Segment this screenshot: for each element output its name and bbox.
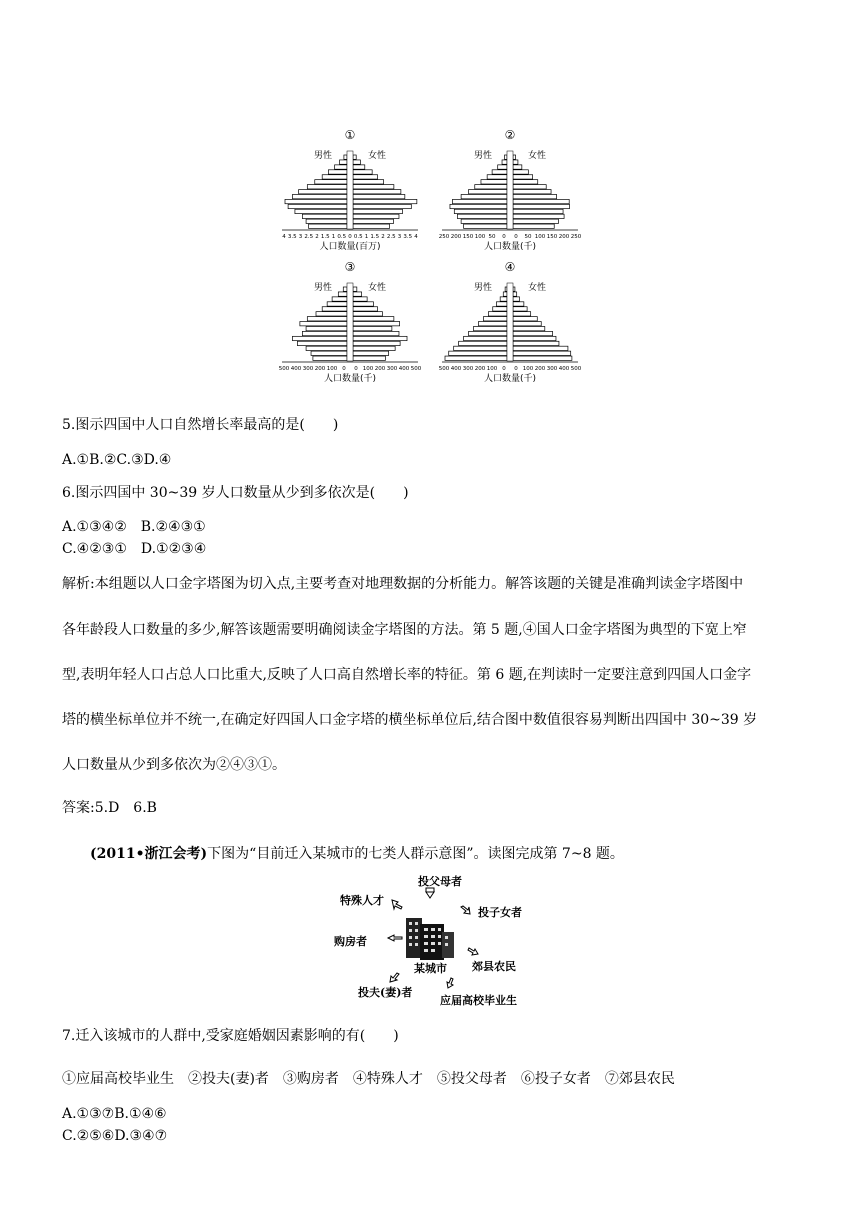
axis-label: 人口数量(百万)	[319, 242, 381, 252]
male-bar	[344, 155, 347, 159]
male-bar	[306, 219, 347, 223]
male-bar	[307, 185, 347, 189]
label-spouse: 投夫(妻)者	[358, 986, 413, 999]
label-graduates: 应届高校毕业生	[440, 994, 517, 1007]
tick-label: 1	[331, 234, 336, 240]
tick-label: 0.5	[353, 234, 363, 240]
male-bar	[464, 336, 507, 340]
age-column	[507, 283, 513, 361]
analysis-line-2: 各年龄段人口数量的多少,解答该题需要明确阅读金字塔图的方法。第 5 题,④国人口金字塔图为典型的下宽上窄	[62, 622, 747, 638]
q5-stem: 5.图示四国中人口自然增长率最高的是( )	[62, 417, 339, 433]
male-bar	[505, 287, 507, 291]
tick-label: 250	[570, 234, 582, 240]
tick-label: 200	[374, 366, 386, 372]
male-bar	[306, 346, 347, 350]
pyramid-3	[279, 260, 422, 384]
female-bar	[513, 341, 559, 345]
female-bar	[513, 326, 545, 330]
female-label: 女性	[528, 151, 547, 161]
tick-label: 0.5	[337, 234, 347, 240]
label-talent: 特殊人才	[340, 894, 384, 907]
female-bar	[353, 307, 378, 311]
axis-label: 人口数量(千)	[323, 374, 377, 384]
tick-label: 500	[570, 366, 582, 372]
female-bar	[353, 287, 357, 291]
male-bar	[493, 307, 507, 311]
male-bar	[302, 214, 347, 218]
male-bar	[299, 190, 347, 194]
female-bar	[353, 155, 356, 159]
q6-stem: 6.图示四国中 30~39 岁人口数量从少到多依次是( )	[62, 485, 409, 501]
female-bar	[353, 351, 389, 355]
male-bar	[313, 356, 347, 360]
tick-label: 100	[486, 366, 498, 372]
female-bar	[513, 209, 563, 213]
male-bar	[445, 356, 507, 360]
pyramids-svg	[280, 125, 580, 385]
q7-stem: 7.迁入该城市的人群中,受家庭婚姻因素影响的有( )	[62, 1028, 399, 1044]
male-bar	[315, 180, 347, 184]
female-bar	[513, 351, 571, 355]
male-bar	[488, 312, 507, 316]
female-label: 女性	[368, 151, 387, 161]
female-bar	[353, 214, 399, 218]
female-bar	[353, 204, 411, 208]
tick-label: 50	[488, 234, 496, 240]
tick-label: 400	[290, 366, 302, 372]
male-bar	[492, 170, 507, 174]
male-bar	[454, 209, 507, 213]
female-bar	[353, 346, 395, 350]
city-migration-diagram	[330, 872, 530, 1012]
male-label: 男性	[473, 151, 492, 161]
label-home-buyer: 购房者	[334, 935, 367, 948]
male-bar	[449, 351, 507, 355]
female-label: 女性	[528, 283, 547, 293]
male-bar	[306, 326, 347, 330]
tick-label: 1.5	[320, 234, 330, 240]
female-bar	[353, 356, 385, 360]
male-bar	[322, 175, 347, 179]
tick-label: 200	[474, 366, 486, 372]
male-bar	[459, 341, 507, 345]
female-bar	[513, 322, 541, 326]
male-bar	[309, 224, 347, 228]
tick-label: 250	[438, 234, 450, 240]
label-farmers: 郊县农民	[472, 960, 516, 973]
tick-label: 2.5	[304, 234, 314, 240]
q5-options: A.①B.②C.③D.④	[62, 452, 172, 468]
female-bar	[353, 297, 367, 301]
female-bar	[513, 317, 537, 321]
female-bar	[513, 297, 519, 301]
male-bar	[292, 336, 347, 340]
female-bar	[513, 214, 564, 218]
population-pyramid-figure	[280, 125, 580, 385]
female-bar	[513, 180, 538, 184]
male-bar	[464, 224, 507, 228]
pyramid-number: ④	[504, 260, 516, 274]
answer-line: 答案:5.D 6.B	[62, 800, 157, 816]
male-bar	[338, 292, 347, 296]
female-bar	[513, 185, 546, 189]
intro-text: 下图为“目前迁入某城市的七类人群示意图”。读图完成第 7~8 题。	[207, 846, 624, 862]
pyramid-2	[439, 128, 582, 252]
male-bar	[487, 175, 507, 179]
pyramid-4	[439, 260, 582, 384]
label-city: 某城市	[414, 962, 447, 975]
female-bar	[353, 219, 394, 223]
female-label: 女性	[368, 283, 387, 293]
tick-label: 3	[298, 234, 303, 240]
tick-label: 400	[450, 366, 462, 372]
male-bar	[307, 317, 347, 321]
q7-options-line2: C.②⑤⑥D.③④⑦	[62, 1128, 168, 1144]
male-bar	[461, 219, 507, 223]
male-bar	[297, 341, 347, 345]
female-bar	[353, 336, 407, 340]
tick-label: 400	[558, 366, 570, 372]
tick-label: 100	[326, 366, 338, 372]
female-bar	[513, 194, 557, 198]
male-bar	[450, 204, 507, 208]
female-bar	[513, 307, 527, 311]
tick-label: 100	[362, 366, 374, 372]
tick-label: 2.5	[386, 234, 396, 240]
tick-label: 150	[546, 234, 558, 240]
male-bar	[502, 160, 507, 164]
tick-label: 0	[514, 366, 518, 372]
female-bar	[353, 194, 405, 198]
female-bar	[353, 224, 390, 228]
tick-label: 3.5	[403, 234, 413, 240]
pyramid-number: ③	[344, 260, 356, 274]
tick-label: 300	[302, 366, 314, 372]
male-bar	[500, 297, 507, 301]
male-label: 男性	[313, 151, 332, 161]
female-bar	[513, 287, 515, 291]
male-bar	[292, 194, 347, 198]
arrow-icon	[392, 900, 402, 909]
arrow-icon	[426, 888, 434, 898]
male-bar	[461, 194, 507, 198]
female-bar	[513, 190, 551, 194]
age-column	[347, 283, 353, 361]
tick-label: 100	[522, 366, 534, 372]
female-bar	[513, 165, 522, 169]
arrow-icon	[447, 978, 453, 988]
analysis-line-5: 人口数量从少到多依次为②④③①。	[62, 757, 286, 773]
tick-label: 0	[354, 366, 358, 372]
female-bar	[353, 180, 384, 184]
pyramid-1	[282, 128, 418, 252]
female-bar	[513, 331, 553, 335]
male-bar	[302, 331, 347, 335]
male-bar	[285, 199, 347, 203]
female-bar	[513, 224, 554, 228]
male-bar	[475, 185, 507, 189]
tick-label: 500	[410, 366, 422, 372]
tick-label: 1	[364, 234, 369, 240]
tick-label: 50	[524, 234, 532, 240]
male-bar	[474, 326, 507, 330]
pyramid-number: ②	[504, 128, 516, 142]
arrow-icon	[468, 948, 478, 955]
female-bar	[353, 170, 372, 174]
male-bar	[483, 317, 507, 321]
male-bar	[332, 297, 347, 301]
label-parents: 投父母者	[418, 875, 462, 888]
male-bar	[311, 351, 347, 355]
male-bar	[343, 287, 347, 291]
male-bar	[316, 312, 347, 316]
tick-label: 500	[278, 366, 290, 372]
male-bar	[327, 302, 347, 306]
female-bar	[513, 155, 516, 159]
tick-label: 200	[558, 234, 570, 240]
female-bar	[513, 336, 556, 340]
female-bar	[513, 302, 524, 306]
arrow-icon	[388, 935, 402, 941]
female-bar	[513, 204, 569, 208]
female-bar	[513, 160, 518, 164]
axis-label: 人口数量(千)	[483, 374, 537, 384]
tick-label: 0	[502, 366, 506, 372]
tick-label: 0	[342, 366, 346, 372]
male-bar	[496, 302, 507, 306]
tick-label: 300	[386, 366, 398, 372]
q7-options-line1: A.①③⑦B.①④⑥	[62, 1106, 167, 1122]
tick-label: 300	[546, 366, 558, 372]
tick-label: 0	[348, 234, 352, 240]
female-bar	[513, 312, 531, 316]
female-bar	[353, 341, 400, 345]
male-label: 男性	[313, 283, 332, 293]
male-bar	[328, 170, 347, 174]
city-building-icon	[406, 918, 454, 960]
male-label: 男性	[473, 283, 492, 293]
q6-options-line2: C.④②③① D.①②③④	[62, 541, 207, 557]
axis-label: 人口数量(千)	[483, 242, 537, 252]
tick-label: 1.5	[370, 234, 380, 240]
tick-label: 150	[462, 234, 474, 240]
female-bar	[353, 160, 360, 164]
tick-label: 200	[450, 234, 462, 240]
female-bar	[353, 199, 417, 203]
female-bar	[353, 209, 402, 213]
female-bar	[513, 219, 558, 223]
analysis-line-3: 型,表明年轻人口占总人口比重大,反映了人口高自然增长率的特征。第 6 题,在判读时一定要注意到四国人口金字	[62, 667, 752, 683]
tick-label: 400	[398, 366, 410, 372]
tick-label: 0	[502, 234, 506, 240]
female-bar	[353, 185, 394, 189]
male-bar	[469, 331, 507, 335]
intro-line	[90, 845, 624, 863]
age-column	[507, 151, 513, 229]
female-bar	[353, 165, 365, 169]
female-bar	[353, 302, 373, 306]
male-bar	[503, 292, 507, 296]
male-bar	[498, 165, 507, 169]
male-bar	[322, 307, 347, 311]
tick-label: 4	[414, 234, 418, 240]
label-children: 投子女者	[478, 906, 522, 919]
male-bar	[300, 322, 347, 326]
arrow-icon	[390, 973, 399, 982]
female-bar	[513, 175, 533, 179]
male-bar	[288, 204, 347, 208]
tick-label: 3	[397, 234, 402, 240]
male-bar	[505, 155, 507, 159]
male-bar	[335, 165, 347, 169]
tick-label: 0	[514, 234, 518, 240]
male-bar	[340, 160, 347, 164]
female-bar	[513, 170, 528, 174]
tick-label: 2	[315, 234, 319, 240]
tick-label: 200	[534, 366, 546, 372]
tick-label: 500	[438, 366, 450, 372]
female-bar	[513, 346, 568, 350]
tick-label: 100	[534, 234, 546, 240]
pyramid-number: ①	[344, 128, 356, 142]
female-bar	[513, 292, 517, 296]
female-bar	[513, 356, 572, 360]
male-bar	[478, 322, 507, 326]
male-bar	[295, 209, 347, 213]
analysis-line-1: 解析:本组题以人口金字塔图为切入点,主要考查对地理数据的分析能力。解答该题的关键是准确判读金字塔图中	[62, 576, 744, 592]
male-bar	[469, 190, 507, 194]
age-column	[347, 151, 353, 229]
intro-source: (2011•浙江会考)	[90, 846, 208, 862]
arrow-icon	[461, 906, 470, 914]
female-bar	[353, 326, 392, 330]
female-bar	[513, 199, 569, 203]
analysis-line-4: 塔的横坐标单位并不统一,在确定好四国人口金字塔的横坐标单位后,结合图中数值很容易判断出四国中 30~39 岁	[62, 712, 758, 728]
tick-label: 2	[381, 234, 385, 240]
female-bar	[353, 190, 401, 194]
male-bar	[452, 199, 507, 203]
female-bar	[353, 292, 362, 296]
tick-label: 100	[474, 234, 486, 240]
male-bar	[457, 214, 507, 218]
female-bar	[353, 312, 382, 316]
male-bar	[481, 180, 507, 184]
female-bar	[353, 317, 394, 321]
city-diagram-svg	[330, 872, 530, 1012]
tick-label: 3.5	[287, 234, 297, 240]
male-bar	[454, 346, 507, 350]
q6-options-line1: A.①③④② B.②④③①	[62, 519, 206, 535]
female-bar	[353, 322, 400, 326]
tick-label: 300	[462, 366, 474, 372]
tick-label: 200	[314, 366, 326, 372]
female-bar	[353, 175, 378, 179]
q7-items: ①应届高校毕业生 ②投夫(妻)者 ③购房者 ④特殊人才 ⑤投父母者 ⑥投子女者 ⑦郊县农民	[62, 1071, 675, 1087]
tick-label: 4	[282, 234, 286, 240]
female-bar	[353, 331, 399, 335]
